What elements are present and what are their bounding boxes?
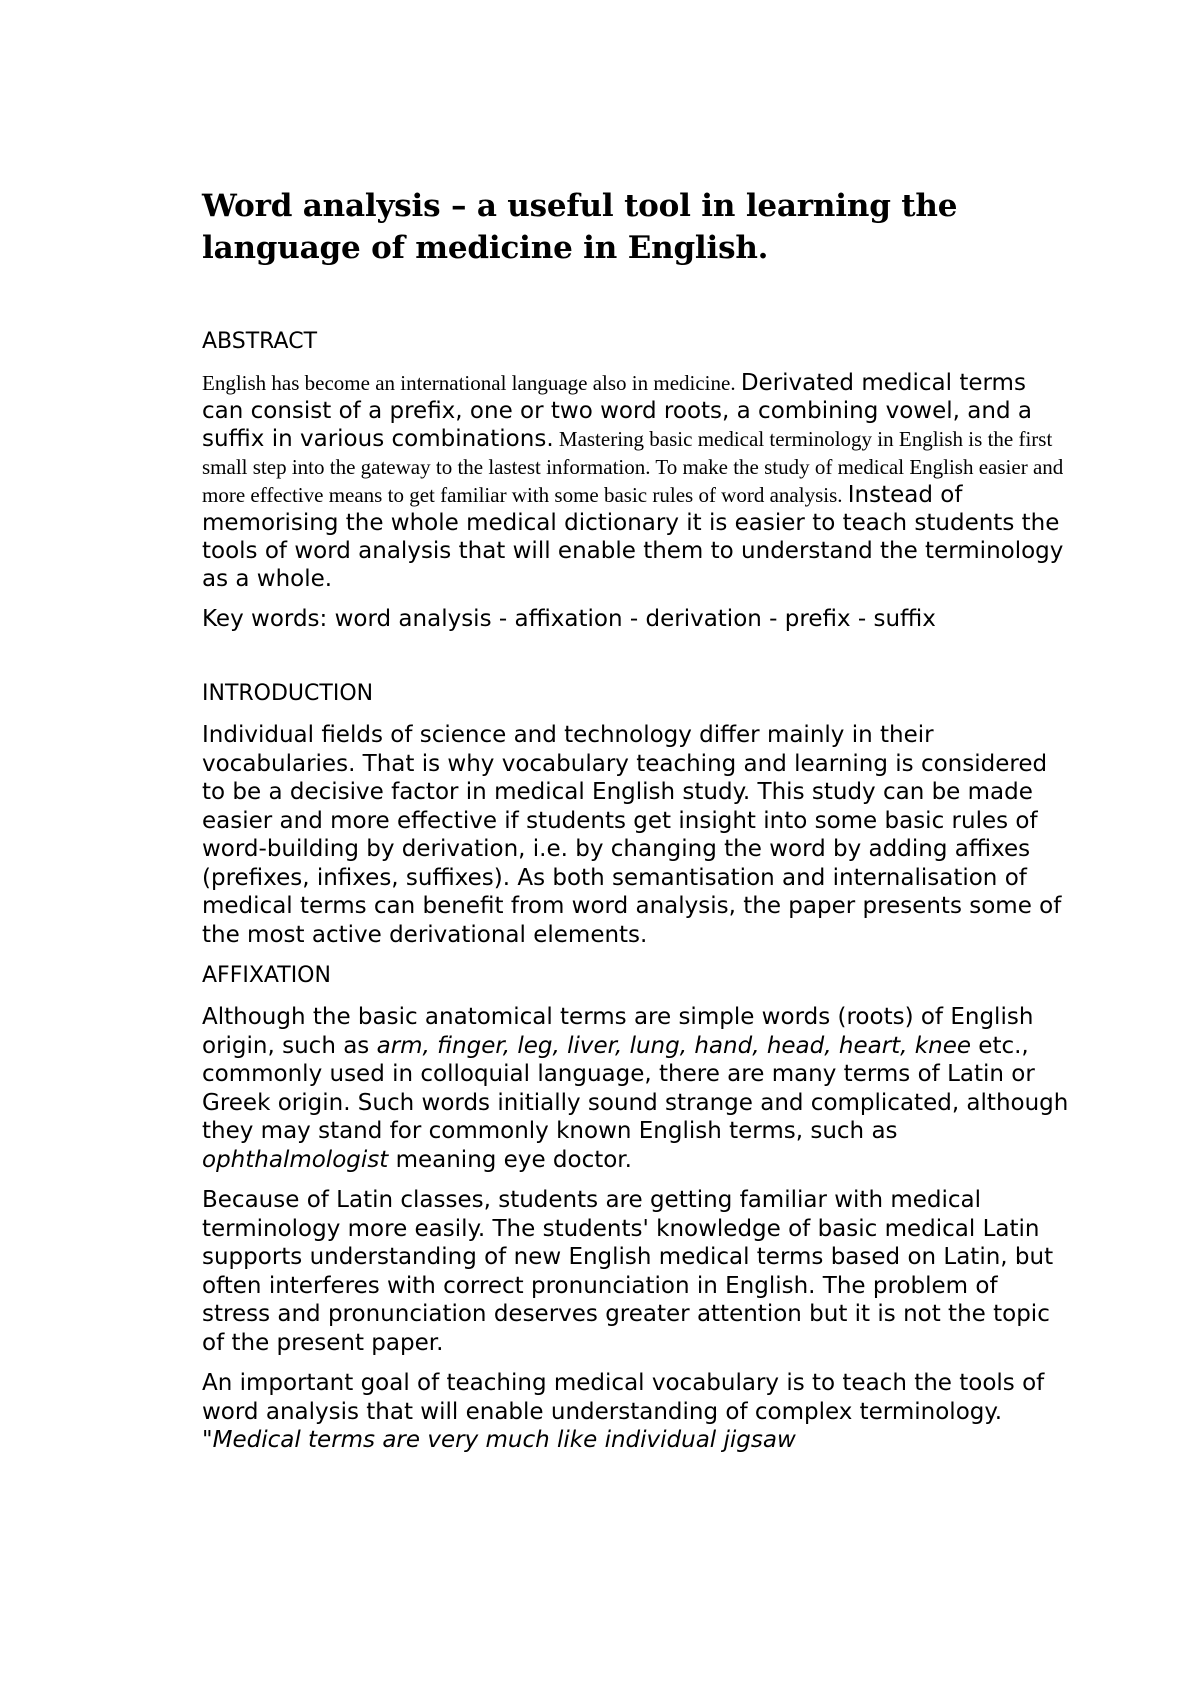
document-body (202, 185, 1072, 1467)
affixation-p1-text-e: meaning eye doctor. (388, 1146, 632, 1173)
affixation-p1-term: ophthalmologist (202, 1146, 389, 1173)
affixation-heading: AFFIXATION (202, 963, 331, 988)
paper-title: Word analysis – a useful tool in learning the language of medicine in English. (202, 188, 958, 266)
affixation-paragraph-1 (202, 1003, 1072, 1174)
affixation-paragraph-2: Because of Latin classes, students are getting familiar with medical terminology more easily. The students' knowledge of basic medical Latin supports understanding of new English medical terms based on Latin, but often interferes with correct pronunciation in English. The problem of stress and pronunciation deserves greater attention but it is not the topic of the present paper. (202, 1187, 1054, 1356)
affixation-p1-text-c: etc., commonly used in colloquial language, there are many terms of Latin or Greek origin. Such words initially sound strange and complicated, although they may stand for commonly known English terms, such as (202, 1032, 1069, 1144)
abstract-run-3: Mastering basic medical terminology in English is the first small step into the gateway to the lastest information. To make the study of medical English easier and more effective means to get familiar with some basic rules of word analysis. (202, 427, 1064, 507)
abstract-paragraph (202, 369, 1072, 593)
affixation-paragraph-3 (202, 1369, 1072, 1455)
affixation-p3-text-a: An important goal of teaching medical vocabulary is to teach the tools of word analysis that will enable understanding of complex terminology. " (202, 1370, 1045, 1453)
abstract-run-4: Instead of memorising the whole medical dictionary it is easier to teach students the tools of word analysis that will enable them to understand the terminology as a whole. (202, 482, 1064, 592)
introduction-paragraph: Individual fields of science and technology differ mainly in their vocabularies. That is why vocabulary teaching and learning is considered to be a decisive factor in medical English study. This study can be made easier and more effective if students get insight into some basic rules of word-building by derivation, i.e. by changing the word by adding affixes (prefixes, infixes, suffixes). As both semantisation and internalisation of medical terms can benefit from word analysis, the paper presents some of the most active derivational elements. (202, 722, 1062, 948)
affixation-p1-text-a: Although the basic anatomical terms are simple words (roots) of English origin, such as (202, 1004, 1034, 1059)
keywords-line: Key words: word analysis - affixation - derivation - prefix - suffix (202, 606, 936, 632)
abstract-run-1: English has become an international language also in medicine. (202, 371, 741, 395)
affixation-p3-quote: Medical terms are very much like individual jigsaw (212, 1427, 796, 1453)
affixation-p1-examples: arm, finger, leg, liver, lung, hand, head, heart, knee (376, 1032, 971, 1059)
introduction-heading: INTRODUCTION (202, 681, 374, 706)
abstract-heading: ABSTRACT (202, 329, 318, 354)
abstract-run-2: Derivated medical terms can consist of a prefix, one or two word roots, a combining vowel, and a suffix in various combinations. (202, 370, 1032, 452)
